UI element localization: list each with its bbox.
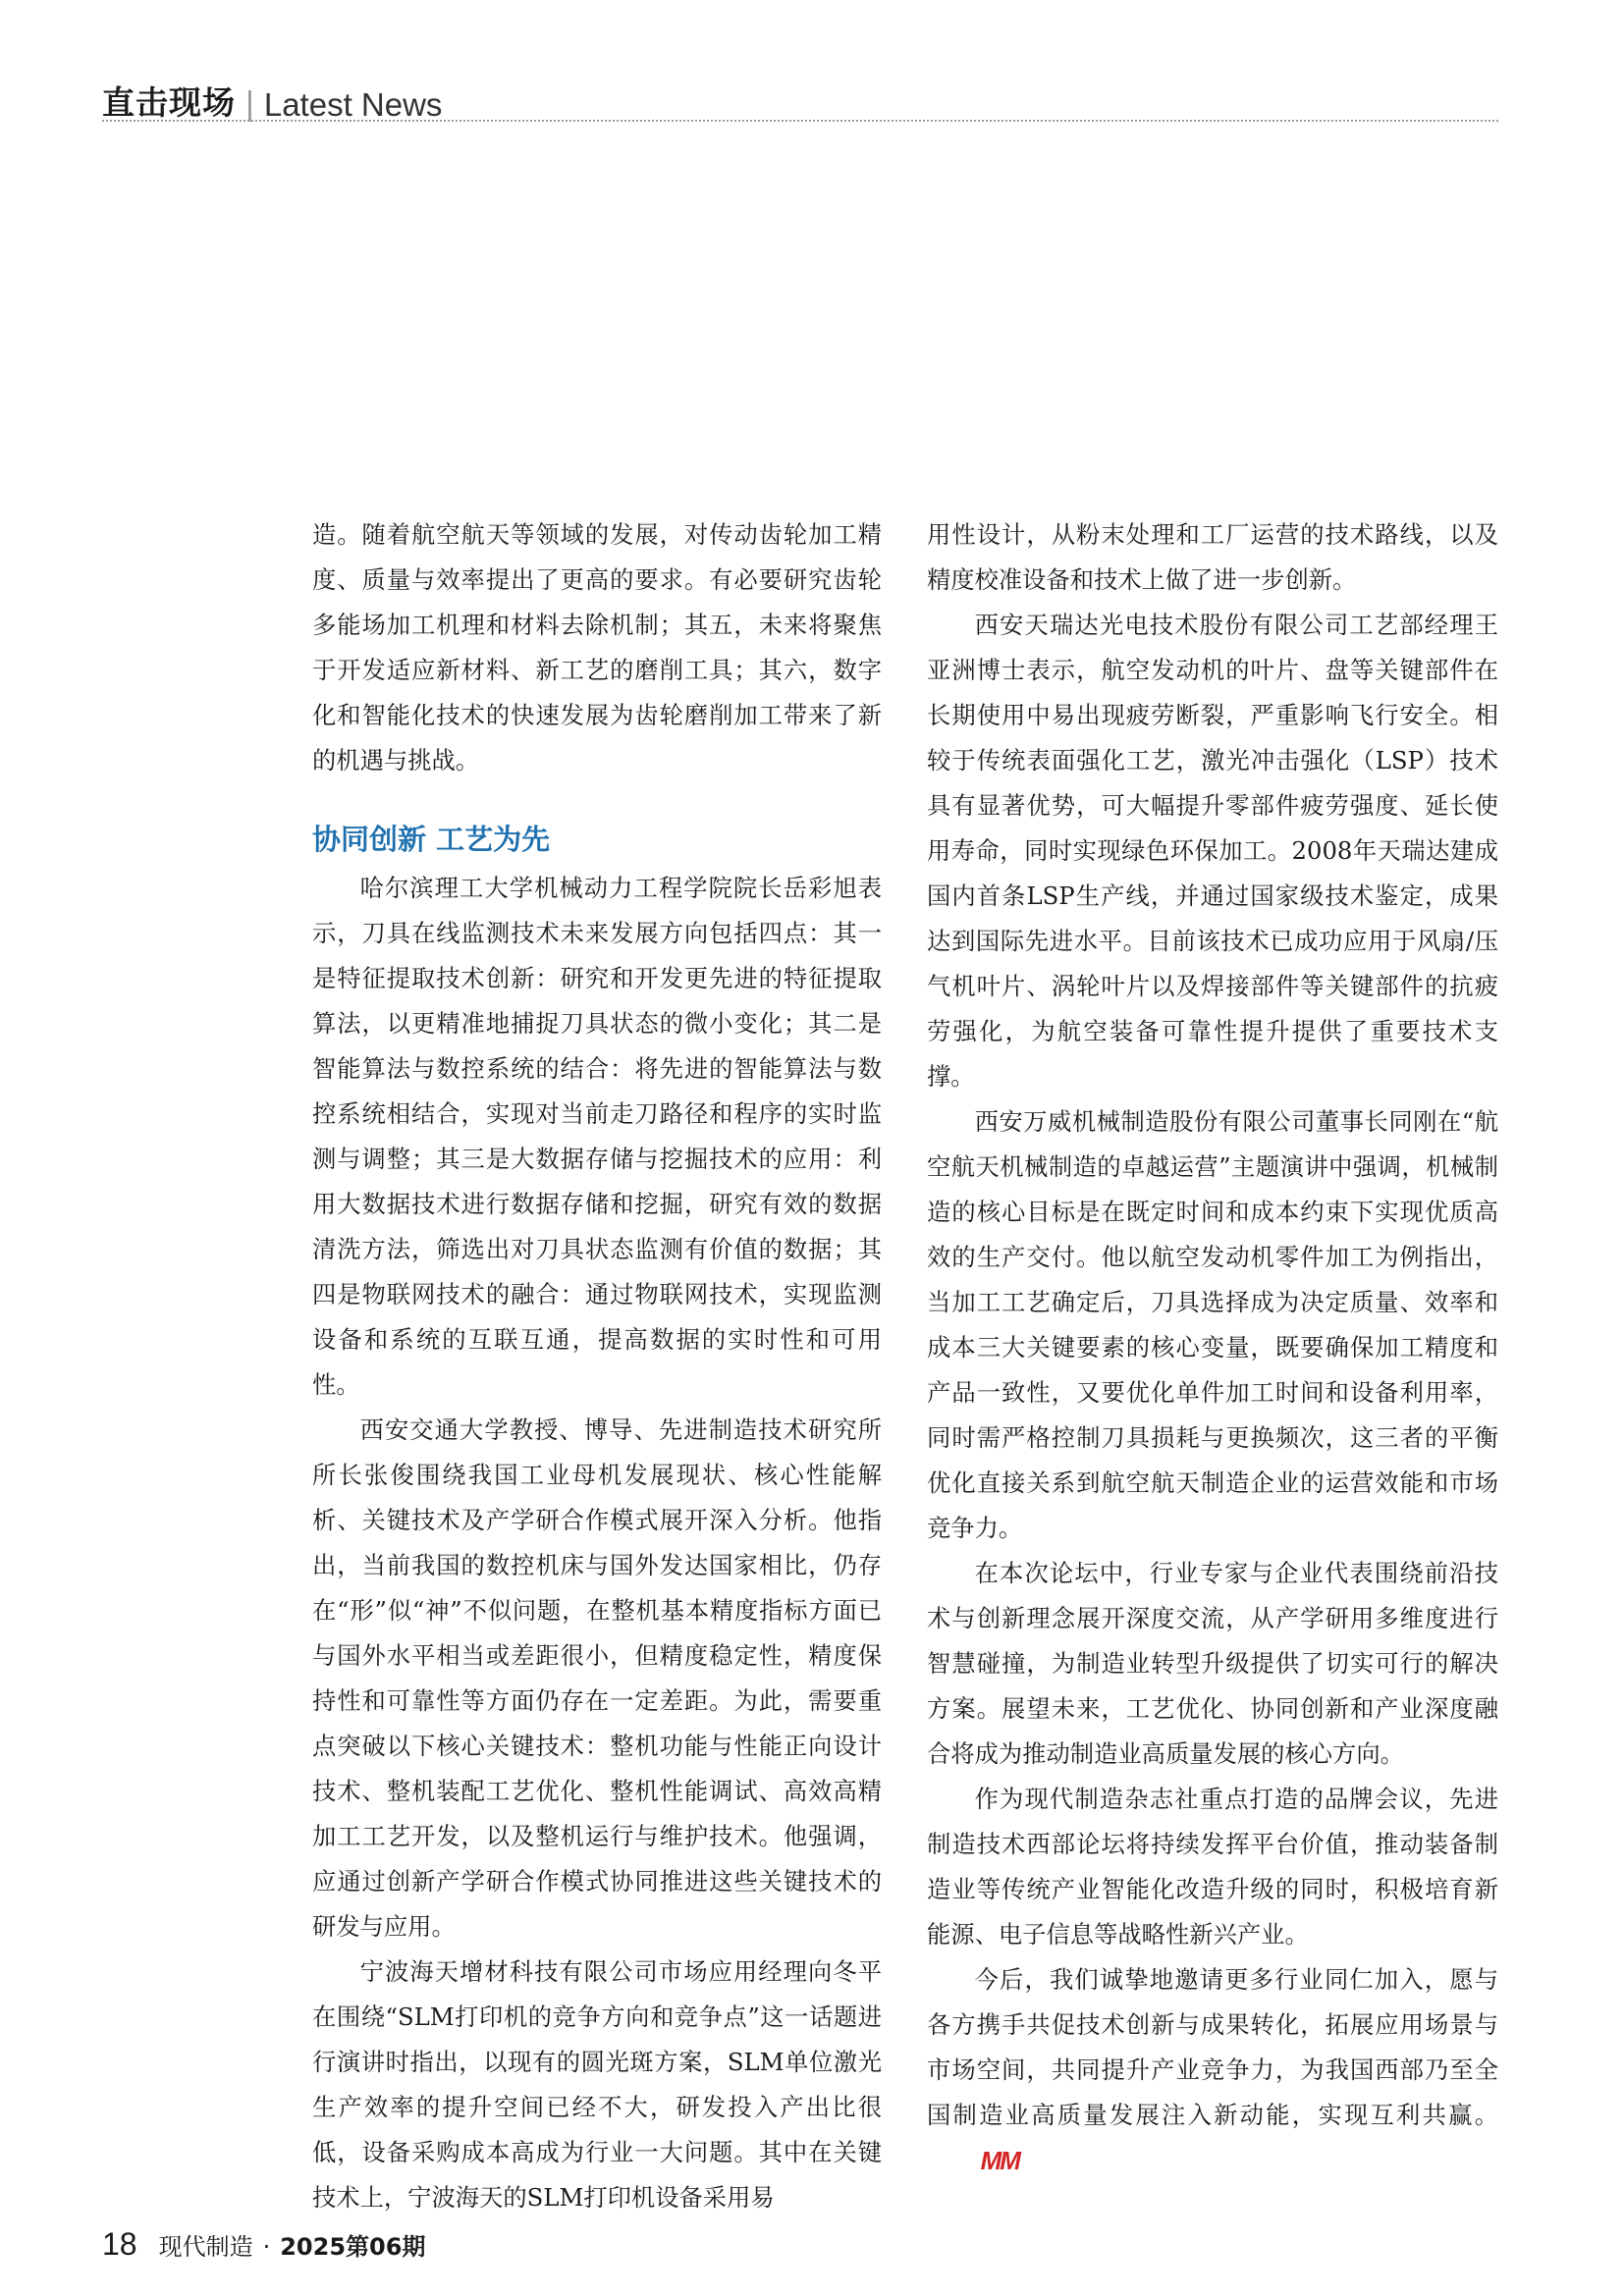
- paragraph-last: [927, 1957, 1498, 2184]
- page-footer: [102, 2226, 425, 2263]
- paragraph: 用性设计，从粉末处理和工厂运营的技术路线，以及精度校准设备和技术上做了进一步创新。: [927, 520, 1498, 594]
- page-header: [102, 65, 1498, 124]
- magazine-name: 现代制造: [158, 2233, 253, 2261]
- paragraph: 造。随着航空航天等领域的发展，对传动齿轮加工精度、质量与效率提出了更高的要求。有必要研究齿轮多能场加工机理和材料去除机制；其五，未来将聚焦于开发适应新材料、新工艺的磨削工具；其六，数字化和智能化技术的快速发展为齿轮磨削加工带来了新的机遇与挑战。: [312, 520, 882, 774]
- right-column: [927, 512, 1498, 2184]
- paragraph: 宁波海天增材科技有限公司市场应用经理向冬平在围绕“SLM打印机的竞争方向和竞争点”这一话题进行演讲时指出，以现有的圆光斑方案，SLM单位激光生产效率的提升空间已经不大，研发投入产出比很低，设备采购成本高成为行业一大问题。其中在关键技术上，宁波海天的SLM打印机设备采用易: [312, 1957, 882, 2212]
- paragraph: 作为现代制造杂志社重点打造的品牌会议，先进制造技术西部论坛将持续发挥平台价值，推动装备制造业等传统产业智能化改造升级的同时，积极培育新能源、电子信息等战略性新兴产业。: [927, 1785, 1498, 1949]
- section-title-en: Latest News: [263, 86, 443, 123]
- header-divider: [102, 120, 1498, 122]
- section-title-zh: 直击现场: [102, 83, 236, 122]
- header-separator: |: [245, 85, 254, 123]
- paragraph: 西安万威机械制造股份有限公司董事长同刚在“航空航天机械制造的卓越运营”主题演讲中强调，机械制造的核心目标是在既定时间和成本约束下实现优质高效的生产交付。他以航空发动机零件加工为例指出，当加工工艺确定后，刀具选择成为决定质量、效率和成本三大关键要素的核心变量，既要确保加工精度和产品一致性，又要优化单件加工时间和设备利用率，同时需严格控制刀具损耗与更换频次，这三者的平衡优化直接关系到航空航天制造企业的运营效能和市场竞争力。: [927, 1107, 1498, 1542]
- page-number: 18: [102, 2226, 137, 2262]
- footer-dot: ·: [262, 2233, 271, 2261]
- section-heading: 协同创新 工艺为先: [312, 823, 551, 856]
- paragraph-text: 今后，我们诚挚地邀请更多行业同仁加入，愿与各方携手共促技术创新与成果转化，拓展应用场景与市场空间，共同提升产业竞争力，为我国西部乃至全国制造业高质量发展注入新动能，实现互利共赢。: [927, 1965, 1498, 2129]
- left-column: [312, 512, 882, 2220]
- paragraph: 西安天瑞达光电技术股份有限公司工艺部经理王亚洲博士表示，航空发动机的叶片、盘等关键部件在长期使用中易出现疲劳断裂，严重影响飞行安全。相较于传统表面强化工艺，激光冲击强化（LSP）技术具有显著优势，可大幅提升零部件疲劳强度、延长使用寿命，同时实现绿色环保加工。2008年天瑞达建成国内首条LSP生产线，并通过国家级技术鉴定，成果达到国际先进水平。目前该技术已成功应用于风扇/压气机叶片、涡轮叶片以及焊接部件等关键部件的抗疲劳强化，为航空装备可靠性提升提供了重要技术支撑。: [927, 611, 1498, 1091]
- paragraph: 在本次论坛中，行业专家与企业代表围绕前沿技术与创新理念展开深度交流，从产学研用多维度进行智慧碰撞，为制造业转型升级提供了切实可行的解决方案。展望未来，工艺优化、协同创新和产业深度融合将成为推动制造业高质量发展的核心方向。: [927, 1559, 1498, 1768]
- paragraph: 哈尔滨理工大学机械动力工程学院院长岳彩旭表示，刀具在线监测技术未来发展方向包括四点：其一是特征提取技术创新：研究和开发更先进的特征提取算法，以更精准地捕捉刀具状态的微小变化；其二是智能算法与数控系统的结合：将先进的智能算法与数控系统相结合，实现对当前走刀路径和程序的实时监测与调整；其三是大数据存储与挖掘技术的应用：利用大数据技术进行数据存储和挖掘，研究有效的数据清洗方法，筛选出对刀具状态监测有价值的数据；其四是物联网技术的融合：通过物联网技术，实现监测设备和系统的互联互通，提高数据的实时性和可用性。: [312, 874, 882, 1399]
- paragraph: 西安交通大学教授、博导、先进制造技术研究所所长张俊围绕我国工业母机发展现状、核心性能解析、关键技术及产学研合作模式展开深入分析。他指出，当前我国的数控机床与国外发达国家相比，仍存在“形”似“神”不似问题，在整机基本精度指标方面已与国外水平相当或差距很小，但精度稳定性，精度保持性和可靠性等方面仍存在一定差距。为此，需要重点突破以下核心关键技术：整机功能与性能正向设计技术、整机装配工艺优化、整机性能调试、高效高精加工工艺开发，以及整机运行与维护技术。他强调，应通过创新产学研合作模式协同推进这些关键技术的研发与应用。: [312, 1415, 882, 1941]
- magazine-end-logo: MM: [980, 2146, 1019, 2175]
- issue-label: 2025第06期: [280, 2233, 426, 2261]
